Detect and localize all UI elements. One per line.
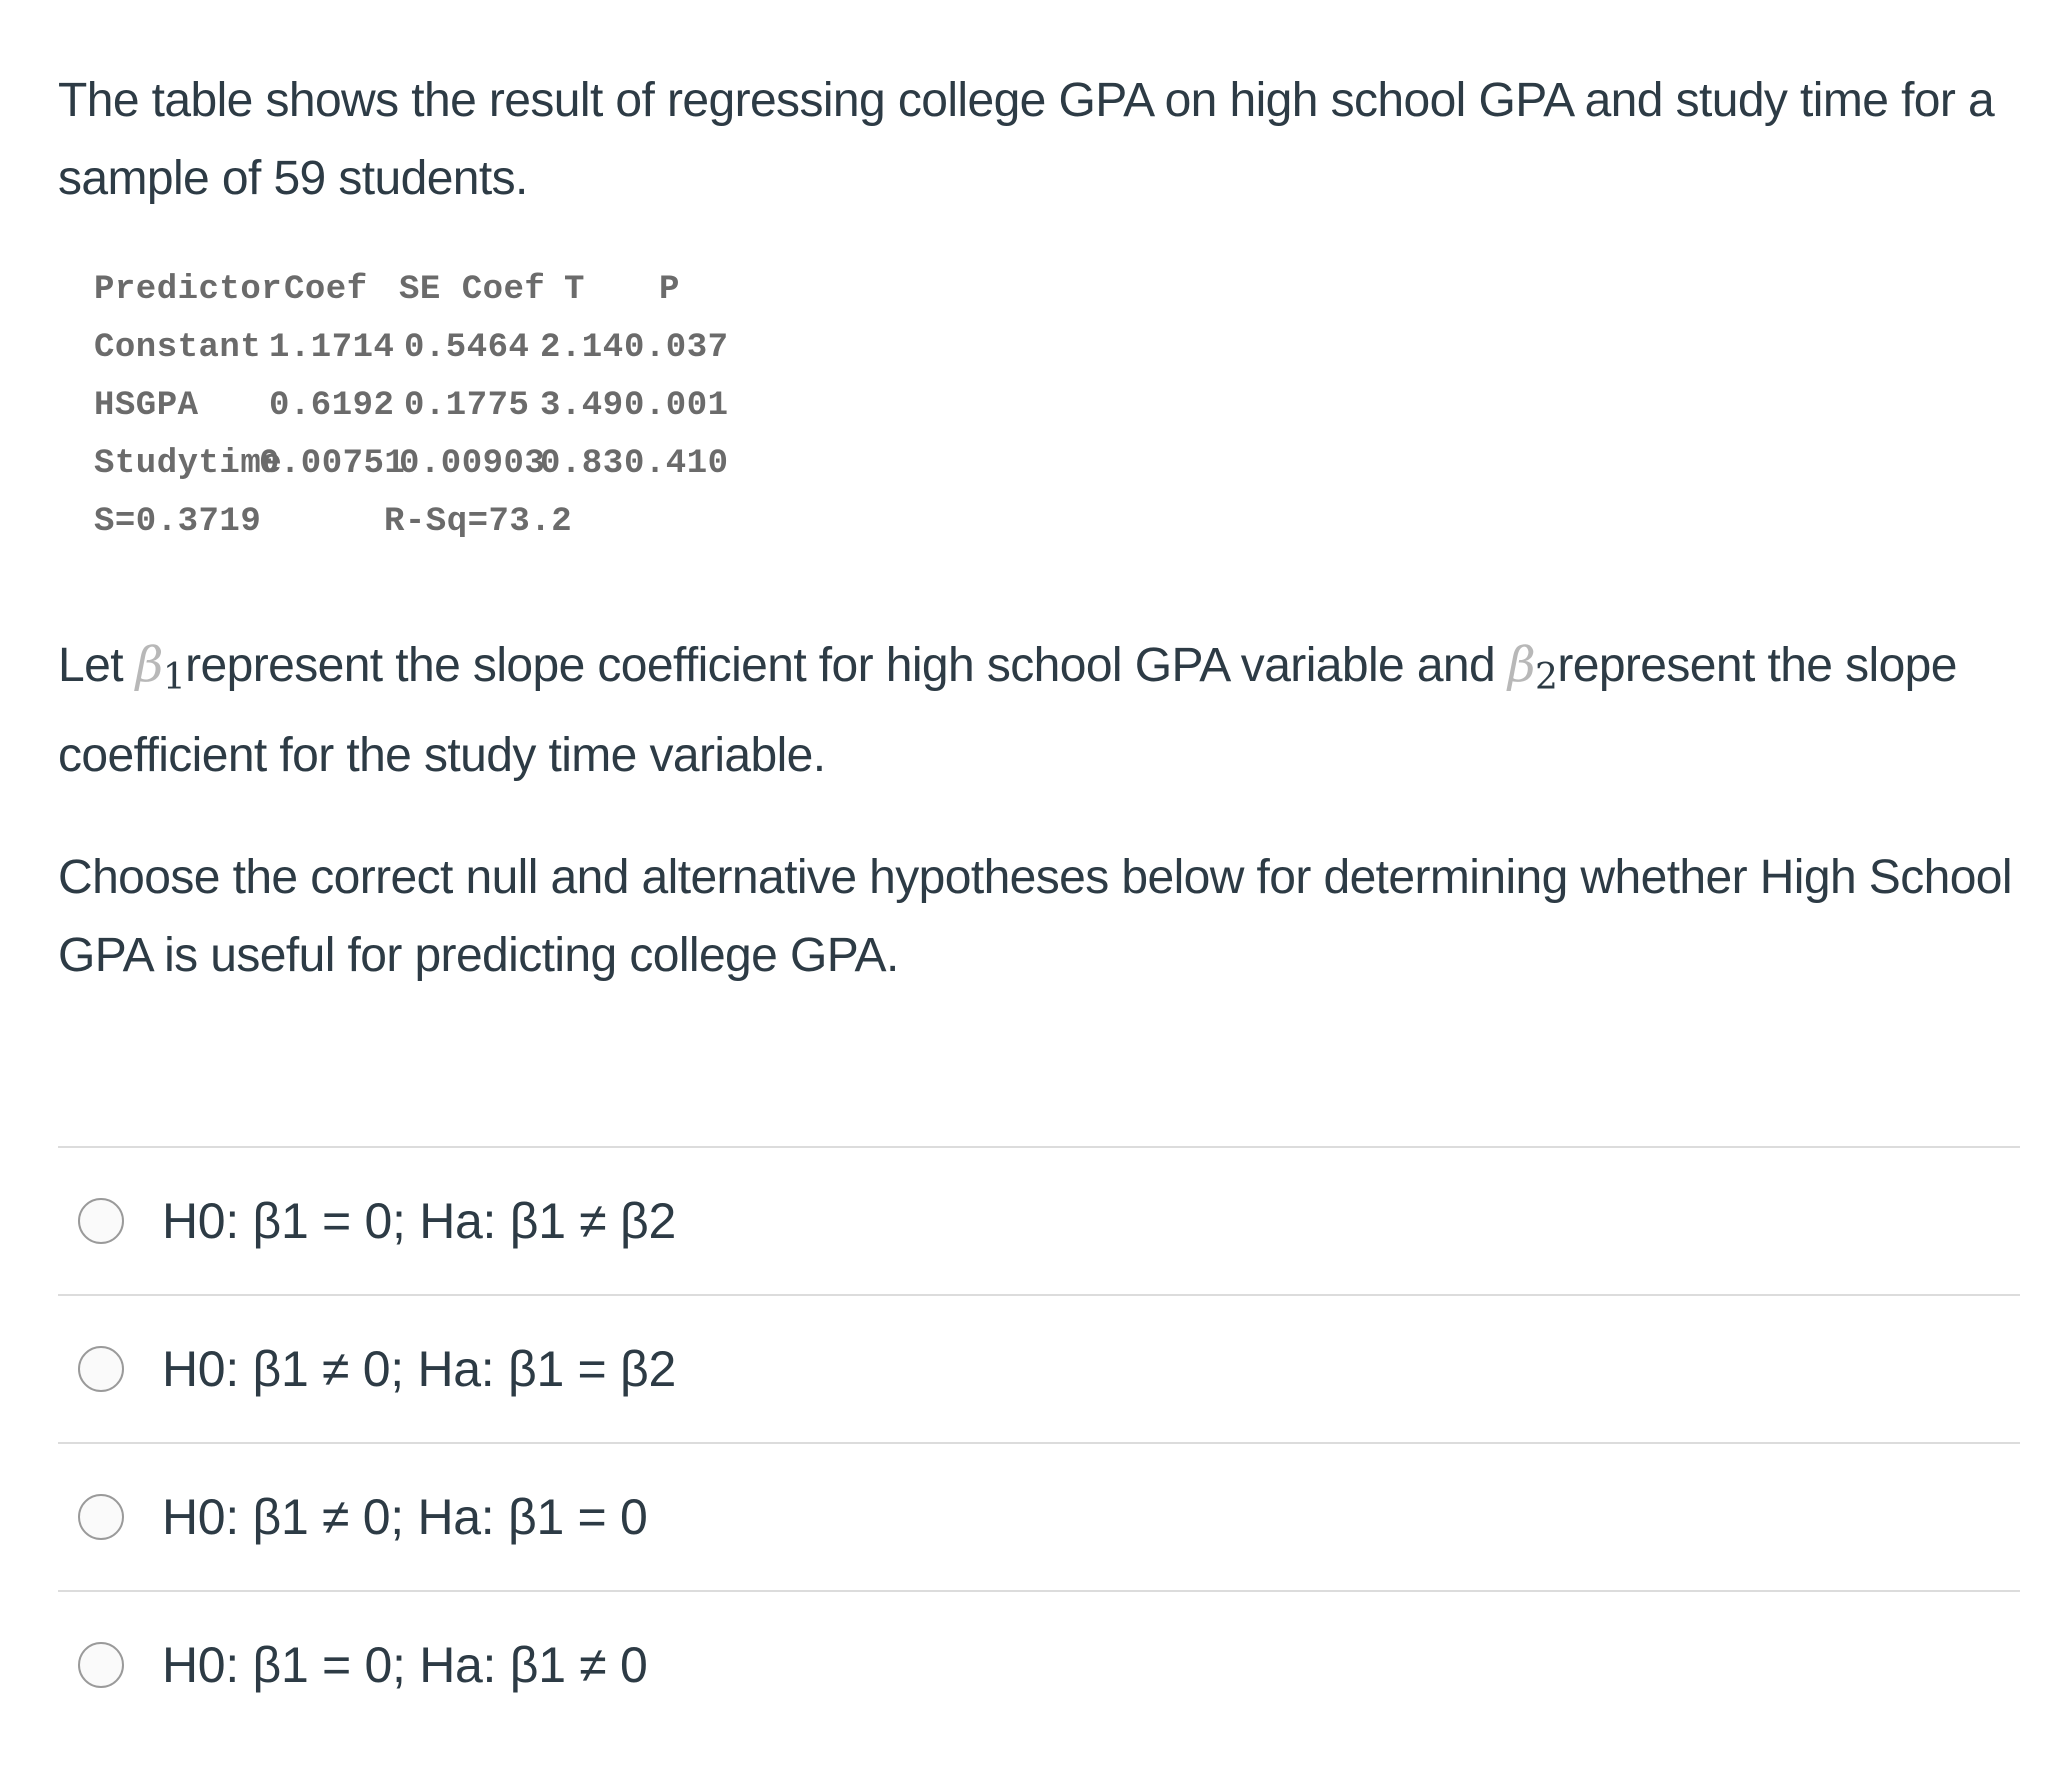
question-prompt: Choose the correct null and alternative hypotheses below for determining whether High School GPA is useful for predicting college GPA. <box>58 851 2012 982</box>
row-studytime-predictor: Studytime <box>94 445 283 483</box>
answer-option-1[interactable] <box>58 1146 2020 1294</box>
answer-option-3[interactable] <box>58 1442 2020 1590</box>
row-constant-t: 2.14 <box>540 329 624 367</box>
question-intro: The table shows the result of regressing college GPA on high school GPA and study time for a sample of 59 students. <box>58 74 1995 205</box>
row-hsgpa-se: 0.1775 <box>404 387 530 425</box>
row-hsgpa-t: 3.49 <box>540 387 624 425</box>
row-studytime-p: 0.410 <box>624 445 729 483</box>
beta-definition-middle: represent the slope coefficient for high school GPA variable and <box>185 639 1508 692</box>
beta2-subscript: 2 <box>1535 657 1558 698</box>
answer-option-2[interactable] <box>58 1294 2020 1442</box>
answer-option-4[interactable] <box>58 1590 2020 1738</box>
row-hsgpa-p: 0.001 <box>624 387 729 425</box>
radio-button[interactable] <box>78 1642 124 1688</box>
row-hsgpa-coef: 0.6192 <box>269 387 395 425</box>
header-p: P <box>659 271 680 309</box>
row-hsgpa-predictor: HSGPA <box>94 387 199 425</box>
row-studytime-t: 0.83 <box>540 445 624 483</box>
header-t: T <box>564 271 585 309</box>
answer-label: H0: β1 ≠ 0; Ha: β1 = 0 <box>162 1489 648 1545</box>
beta-definition <box>58 626 2020 795</box>
header-se-coef: SE Coef <box>399 271 546 309</box>
beta1-subscript: 1 <box>162 657 186 698</box>
header-coef: Coef <box>284 271 368 309</box>
beta2-letter: β <box>1507 637 1536 693</box>
radio-button[interactable] <box>78 1198 124 1244</box>
row-constant-predictor: Constant <box>94 329 262 367</box>
answer-label: H0: β1 = 0; Ha: β1 ≠ 0 <box>162 1637 648 1693</box>
row-studytime-se: 0.00903 <box>399 445 546 483</box>
beta-definition-prefix: Let <box>58 639 136 692</box>
beta-definition-suffix: represent the slope coefficient for the study time variable. <box>58 639 1957 782</box>
header-predictor: Predictor <box>94 271 283 309</box>
answer-list <box>58 1146 2020 1738</box>
row-constant-se: 0.5464 <box>404 329 530 367</box>
question-content <box>58 62 2020 995</box>
radio-button[interactable] <box>78 1494 124 1540</box>
regression-output-table <box>94 270 1094 570</box>
row-constant-p: 0.037 <box>624 329 729 367</box>
answer-label: H0: β1 = 0; Ha: β1 ≠ β2 <box>162 1193 676 1249</box>
row-constant-coef: 1.1714 <box>269 329 395 367</box>
radio-button[interactable] <box>78 1346 124 1392</box>
beta1-letter: β <box>135 637 163 693</box>
answer-label: H0: β1 ≠ 0; Ha: β1 = β2 <box>162 1341 676 1397</box>
row-studytime-coef: 0.00751 <box>259 445 406 483</box>
summary-s: S=0.3719 <box>94 503 262 541</box>
summary-rsq: R-Sq=73.2 <box>384 503 573 541</box>
beta1-symbol <box>135 637 186 698</box>
beta2-symbol <box>1507 637 1558 698</box>
